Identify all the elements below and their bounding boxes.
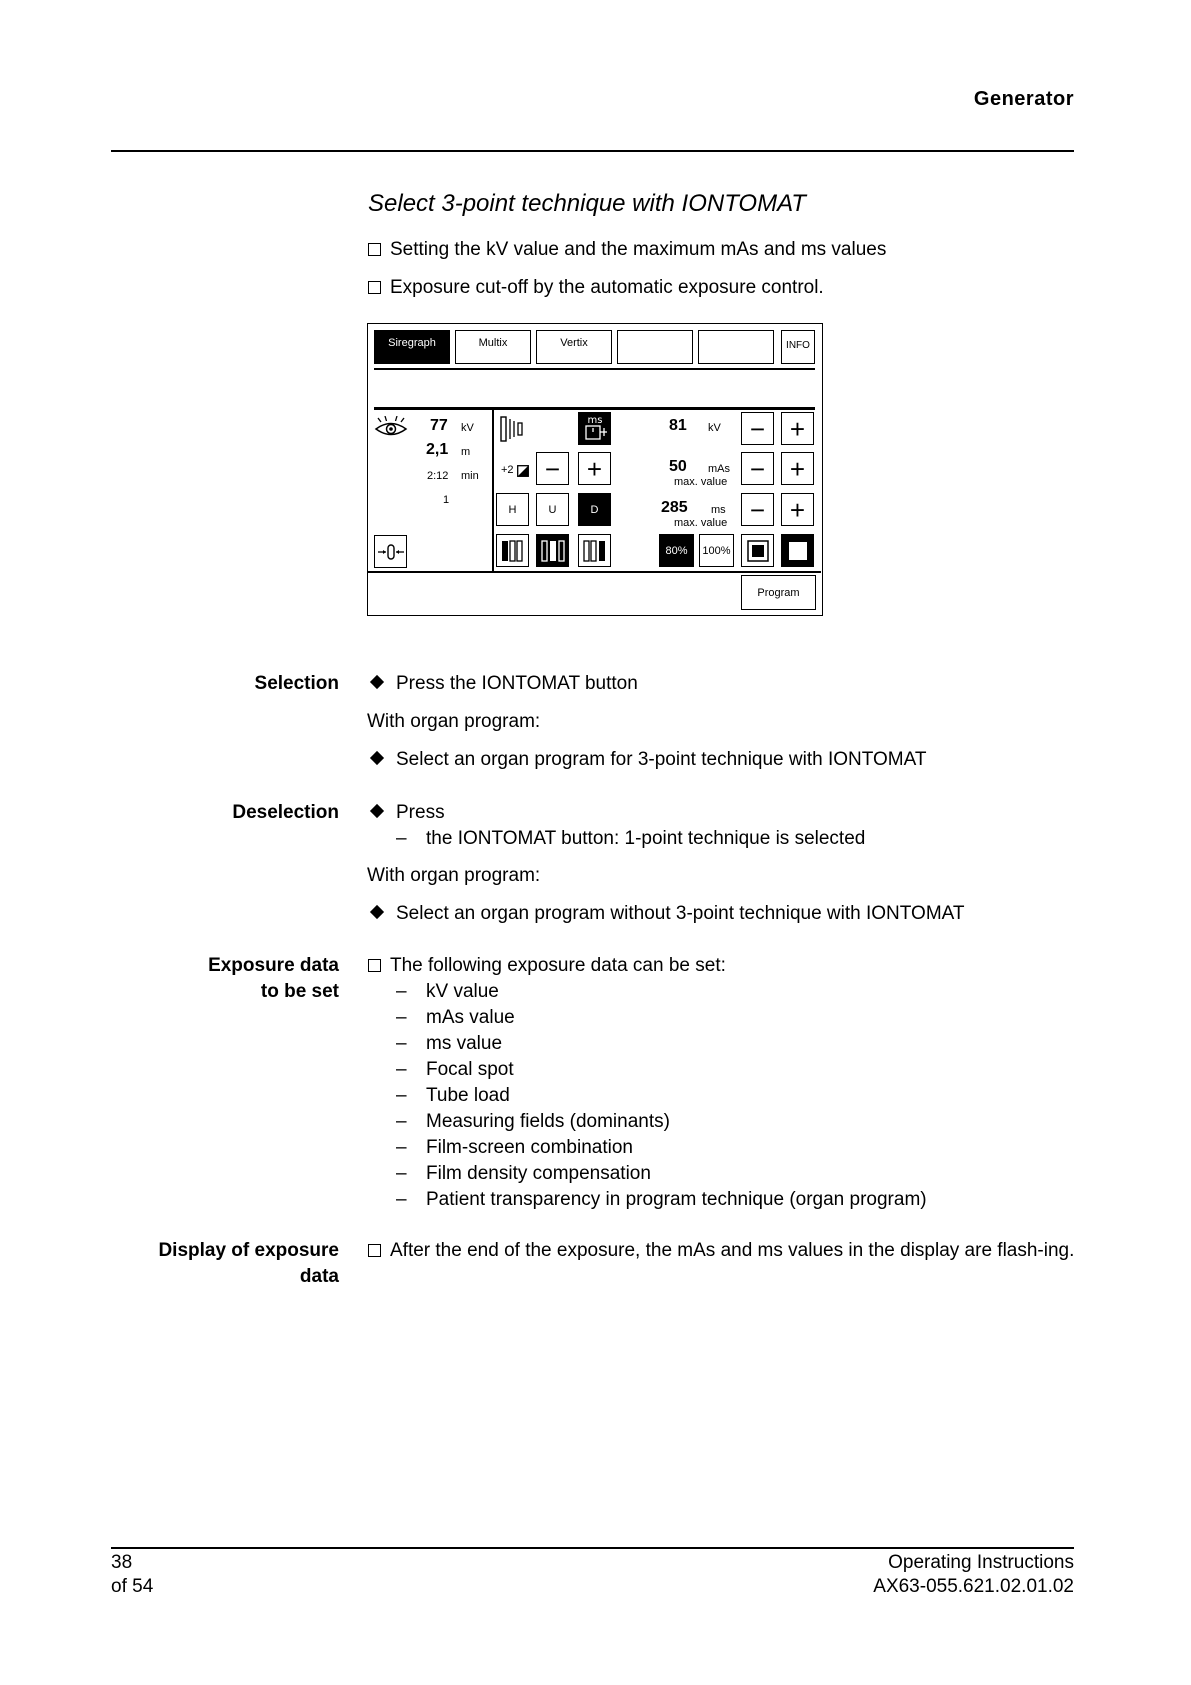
- divider: [374, 407, 815, 410]
- ms-unit: ms: [711, 504, 726, 516]
- list-item: – mAs value: [396, 1007, 515, 1028]
- program-button[interactable]: Program: [741, 575, 816, 610]
- checkbox-bullet-icon: [368, 243, 381, 256]
- list-item: – Patient transparency in program technique (organ program): [396, 1189, 927, 1210]
- dominant-center-button[interactable]: [536, 534, 569, 567]
- tab-empty-1[interactable]: [617, 330, 693, 364]
- checkbox-bullet-icon: [368, 281, 381, 294]
- density-plus-button[interactable]: +: [578, 452, 611, 485]
- preview-time-value: 2:12: [427, 470, 449, 482]
- exposure-data-list: [396, 979, 927, 1213]
- dominant-right-icon: [582, 539, 608, 563]
- exposure-label: Exposure data to be set: [208, 955, 339, 1002]
- mas-value: 50: [669, 458, 687, 475]
- dominant-center-icon: [540, 539, 566, 563]
- kv-value: 81: [669, 417, 687, 434]
- ms-label: ms: [587, 414, 602, 426]
- deselection-step: Press: [368, 800, 445, 825]
- list-item: – ms value: [396, 1033, 503, 1054]
- footer-page: 38 of 54: [111, 1552, 154, 1597]
- dominant-left-icon: [500, 539, 526, 563]
- small-focus-icon: [746, 539, 770, 563]
- deselection-step: Select an organ program without 3-point technique with IONTOMAT: [368, 901, 965, 926]
- eye-icon: [373, 416, 409, 444]
- list-item: – Tube load: [396, 1085, 510, 1106]
- preview-kv-value: 77: [430, 417, 448, 434]
- timer-icon: [580, 414, 610, 444]
- tab-multix[interactable]: Multix: [455, 330, 531, 364]
- large-focus-icon: [786, 539, 810, 563]
- tab-vertix[interactable]: Vertix: [536, 330, 612, 364]
- kv-plus-button[interactable]: +: [781, 412, 814, 445]
- mas-max-label: max. value: [674, 476, 728, 488]
- divider: [492, 407, 494, 572]
- footer-doc: Operating Instructions AX63-055.621.02.01.02: [873, 1552, 1074, 1597]
- diamond-bullet-icon: [370, 751, 384, 765]
- field-h-button[interactable]: H: [496, 493, 529, 526]
- collimator-button[interactable]: [374, 535, 407, 568]
- preview-distance-value: 2,1: [426, 441, 449, 458]
- deselection-organ-label: With organ program:: [367, 865, 541, 886]
- density-icon: [517, 465, 529, 477]
- preview-kv-unit: kV: [461, 422, 474, 434]
- control-panel: [367, 323, 823, 616]
- diamond-bullet-icon: [370, 675, 384, 689]
- list-item: – kV value: [396, 981, 499, 1002]
- mas-unit: mAs: [708, 463, 730, 475]
- tab-empty-2[interactable]: [698, 330, 774, 364]
- ms-value: 285: [661, 499, 688, 516]
- deselection-label: Deselection: [232, 802, 339, 823]
- selection-step: Press the IONTOMAT button: [368, 671, 638, 696]
- list-item: – Focal spot: [396, 1059, 514, 1080]
- preview-time-unit: min: [461, 470, 479, 482]
- header-rule: [111, 150, 1074, 152]
- ms-minus-button[interactable]: −: [741, 493, 774, 526]
- intro-item: Setting the kV value and the maximum mAs and ms values: [368, 237, 886, 262]
- ms-max-label: max. value: [674, 517, 728, 529]
- header-title: Generator: [973, 88, 1074, 110]
- load-100-button[interactable]: 100%: [699, 534, 734, 567]
- dominant-right-button[interactable]: [578, 534, 611, 567]
- display-label: Display of exposure data: [158, 1240, 339, 1287]
- density-value: +2: [501, 464, 514, 476]
- mas-plus-button[interactable]: +: [781, 452, 814, 485]
- list-item: – Measuring fields (dominants): [396, 1111, 670, 1132]
- focus-large-button[interactable]: [781, 534, 814, 567]
- section-title: Select 3-point technique with IONTOMAT: [368, 190, 806, 217]
- preview-distance-unit: m: [461, 446, 471, 458]
- selection-step: Select an organ program for 3-point technique with IONTOMAT: [368, 747, 927, 772]
- ms-plus-button[interactable]: +: [781, 493, 814, 526]
- checkbox-bullet-icon: [368, 959, 381, 972]
- field-d-button[interactable]: D: [578, 493, 611, 526]
- ms-timer-button[interactable]: [578, 412, 611, 445]
- focus-small-button[interactable]: [741, 534, 774, 567]
- selection-organ-label: With organ program:: [367, 711, 541, 732]
- selection-label: Selection: [254, 673, 339, 694]
- dominant-left-button[interactable]: [496, 534, 529, 567]
- list-item: – Film-screen combination: [396, 1137, 633, 1158]
- tab-siregraph[interactable]: Siregraph: [374, 330, 450, 364]
- kv-minus-button[interactable]: −: [741, 412, 774, 445]
- exposure-intro: The following exposure data can be set:: [368, 953, 726, 978]
- display-text: After the end of the exposure, the mAs and ms values in the display are flash-ing.: [368, 1238, 1102, 1264]
- deselection-substep: – the IONTOMAT button: 1-point technique is selected: [396, 828, 866, 849]
- kv-unit: kV: [708, 422, 721, 434]
- grid-icon: [500, 415, 528, 443]
- diamond-bullet-icon: [370, 905, 384, 919]
- field-u-button[interactable]: U: [536, 493, 569, 526]
- divider: [374, 368, 815, 370]
- density-minus-button[interactable]: −: [536, 452, 569, 485]
- info-button[interactable]: INFO: [781, 330, 815, 364]
- divider: [368, 571, 821, 573]
- diamond-bullet-icon: [370, 804, 384, 818]
- checkbox-bullet-icon: [368, 1244, 381, 1257]
- list-item: – Film density compensation: [396, 1163, 651, 1184]
- load-80-button[interactable]: 80%: [659, 534, 694, 567]
- mas-minus-button[interactable]: −: [741, 452, 774, 485]
- preview-count: 1: [443, 494, 450, 506]
- collimator-icon: [377, 542, 405, 562]
- footer-rule: [111, 1547, 1074, 1549]
- intro-item: Exposure cut-off by the automatic exposure control.: [368, 275, 824, 300]
